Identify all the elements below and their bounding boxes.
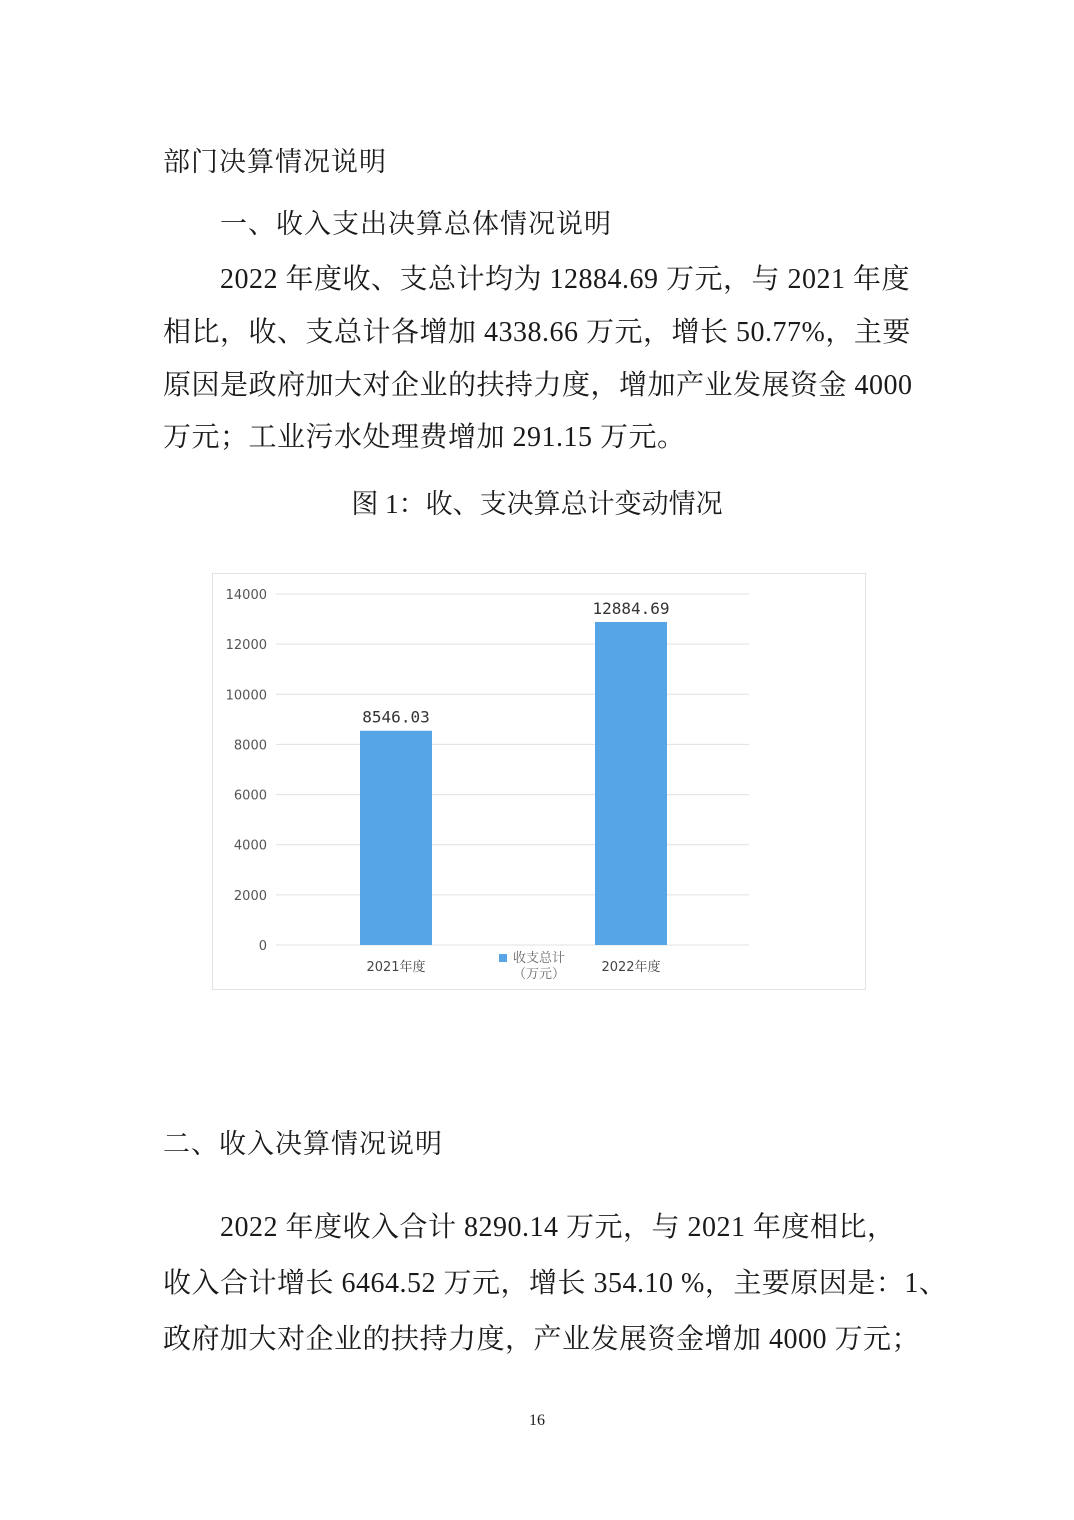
bar-2: [595, 622, 667, 945]
legend-swatch: [499, 954, 507, 962]
heading-income-budget: 二、收入决算情况说明: [163, 1129, 443, 1160]
figure-caption: 图 1：收、支决算总计变动情况: [351, 489, 723, 519]
legend-label-line-1: 收支总计: [513, 951, 566, 966]
heading-income-expense-overview: 一、收入支出决算总体情况说明: [220, 209, 612, 240]
bar-value-label: 8546.03: [362, 707, 430, 727]
y-tick-label: 8000: [233, 738, 267, 754]
y-tick-label: 6000: [233, 788, 267, 804]
section-title: 部门决算情况说明: [163, 147, 387, 178]
bar-value-label: 12884.69: [592, 598, 670, 618]
paragraph-2-line-2: 收入合计增长 6464.52 万元，增长 354.10 %，主要原因是：1、: [163, 1268, 948, 1299]
legend-label-line-2: （万元）: [513, 967, 566, 982]
page-number: 16: [529, 1412, 545, 1429]
x-category-label: 2022年度: [601, 960, 661, 975]
paragraph-2-line-1: 2022 年度收入合计 8290.14 万元，与 2021 年度相比，: [220, 1212, 896, 1243]
bar-chart-svg: [213, 574, 865, 989]
paragraph-1-line-2: 相比，收、支总计各增加 4338.66 万元，增长 50.77%，主要: [163, 317, 911, 348]
x-category-label: 2021年度: [366, 960, 426, 975]
y-tick-label: 14000: [225, 588, 267, 603]
paragraph-1-line-4: 万元；工业污水处理费增加 291.15 万元。: [163, 422, 686, 453]
y-tick-label: 4000: [233, 838, 267, 854]
paragraph-1-line-1: 2022 年度收、支总计均为 12884.69 万元，与 2021 年度: [220, 264, 911, 295]
bar-chart: [212, 573, 866, 990]
y-tick-label: 0: [258, 939, 267, 954]
bar-1: [360, 731, 432, 945]
paragraph-1-line-3: 原因是政府加大对企业的扶持力度，增加产业发展资金 4000: [163, 370, 913, 401]
paragraph-2-line-3: 政府加大对企业的扶持力度，产业发展资金增加 4000 万元；: [163, 1324, 921, 1355]
y-tick-label: 10000: [225, 688, 267, 704]
y-tick-label: 12000: [225, 638, 267, 654]
y-tick-label: 2000: [233, 888, 267, 904]
